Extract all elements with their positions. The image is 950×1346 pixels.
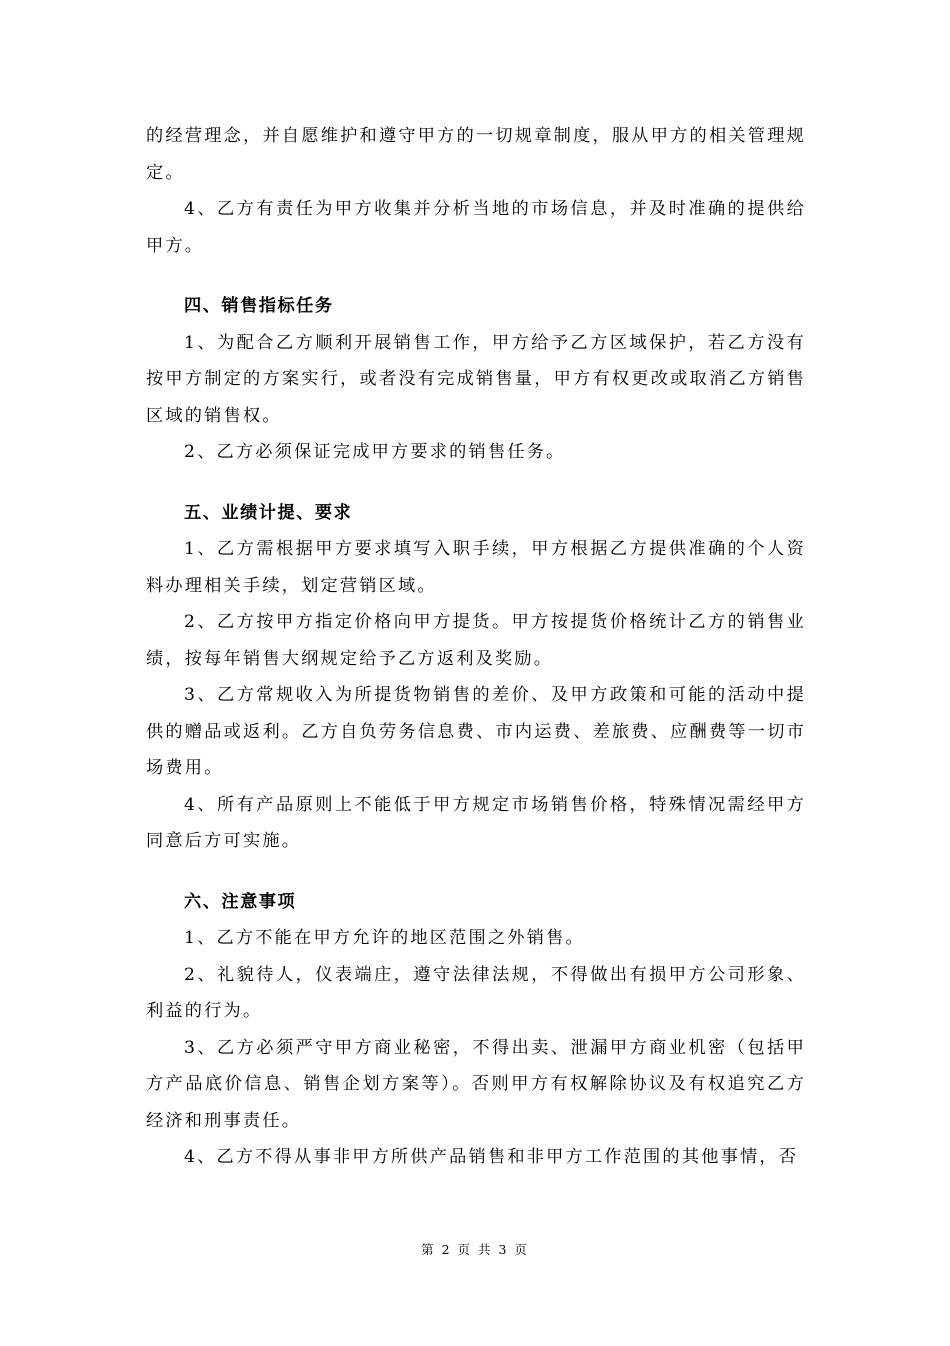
- section-5-heading: 五、业绩计提、要求: [184, 502, 353, 523]
- section-spacer: [146, 860, 806, 884]
- section-6-item-4: 4、乙方不得从事非甲方所供产品销售和非甲方工作范围的其他事情，否: [184, 1147, 799, 1167]
- section-5-item-4: 4、所有产品原则上不能低于甲方规定市场销售价格，特殊情况需经甲方同意后方可实施。: [146, 794, 806, 851]
- intro-continuation: 的经营理念，并自愿维护和遵守甲方的一切规章制度，服从甲方的相关管理规定。: [146, 126, 806, 183]
- section-4-item-1: 1、为配合乙方顺利开展销售工作，甲方给予乙方区域保护，若乙方没有按甲方制定的方案实行，或者没有完成销售量，甲方有权更改或取消乙方销售区域的销售权。: [146, 332, 806, 426]
- section-6-item-3: 3、乙方必须严守甲方商业秘密，不得出卖、泄漏甲方商业机密（包括甲方产品底价信息、销售企划方案等）。否则甲方有权解除协议及有权追究乙方经济和刑事责任。: [146, 1037, 806, 1131]
- section-5-item-2: 2、乙方按甲方指定价格向甲方提货。甲方按提货价格统计乙方的销售业绩，按每年销售大纲规定给予乙方返利及奖励。: [146, 612, 806, 669]
- section-6-item-2: 2、礼貌待人，仪表端庄，遵守法律法规，不得做出有损甲方公司形象、利益的行为。: [146, 964, 806, 1021]
- section-4-item-2: 2、乙方必须保证完成甲方要求的销售任务。: [184, 442, 566, 462]
- page-footer: 第 2 页 共 3 页: [421, 1242, 529, 1257]
- section-5-item-1: 1、乙方需根据甲方要求填写入职手续，甲方根据乙方提供准确的个人资料办理相关手续，划定营销区域。: [146, 539, 806, 596]
- section-6-item-1: 1、乙方不能在甲方允许的地区范围之外销售。: [184, 928, 585, 948]
- section-5-item-3: 3、乙方常规收入为所提货物销售的差价、及甲方政策和可能的活动中提供的赠品或返利。乙方自负劳务信息费、市内运费、差旅费、应酬费等一切市场费用。: [146, 685, 806, 778]
- section-6-heading: 六、注意事项: [184, 891, 297, 912]
- section-spacer: [146, 264, 806, 288]
- section-4-heading: 四、销售指标任务: [184, 296, 334, 316]
- document-body: [146, 118, 806, 1176]
- paragraph-item-3-4: 4、乙方有责任为甲方收集并分析当地的市场信息，并及时准确的提供给甲方。: [146, 199, 806, 256]
- section-spacer: [146, 471, 806, 495]
